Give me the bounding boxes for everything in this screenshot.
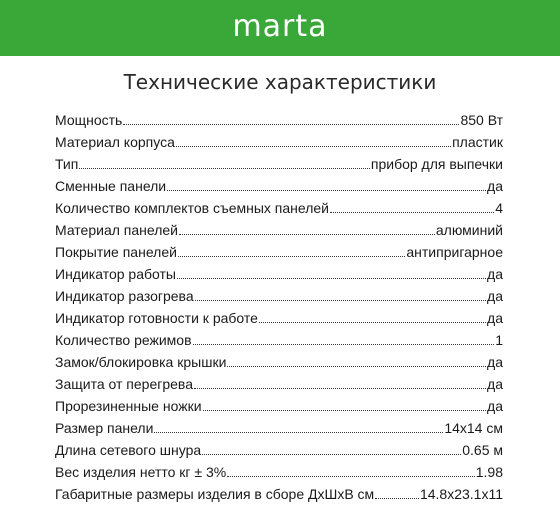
spec-value: да	[487, 354, 503, 370]
spec-name: Покрытие панелей	[55, 244, 177, 260]
page-title: Технические характеристики	[123, 70, 437, 94]
spec-row	[55, 417, 503, 439]
spec-value: алюминий	[435, 222, 503, 238]
spec-name: Вес изделия нетто кг ± 3%	[55, 464, 227, 480]
spec-name: Индикатор разогрева	[55, 288, 194, 304]
dot-leader	[193, 344, 495, 345]
spec-row	[55, 263, 503, 285]
spec-row	[55, 461, 503, 483]
dot-leader	[330, 212, 494, 213]
dot-leader	[259, 322, 486, 323]
dot-leader	[227, 476, 475, 477]
spec-name: Габаритные размеры изделия в сборе ДхШхВ см	[55, 486, 375, 502]
spec-name: Количество режимов	[55, 332, 192, 348]
spec-name: Защита от перегрева	[55, 376, 193, 392]
spec-value: пластик	[452, 134, 503, 150]
spec-row	[55, 109, 503, 131]
spec-value: прибор для выпечки	[370, 156, 503, 172]
spec-name: Материал корпуса	[55, 134, 175, 150]
spec-value: 14х14 см	[444, 420, 503, 436]
spec-row	[55, 285, 503, 307]
dot-leader	[195, 300, 486, 301]
dot-leader	[177, 278, 486, 279]
spec-name: Прорезиненные ножки	[55, 398, 202, 414]
dot-leader	[167, 190, 486, 191]
spec-name: Замок/блокировка крышки	[55, 354, 227, 370]
brand-header	[0, 0, 560, 56]
spec-value: да	[487, 310, 503, 326]
spec-value: да	[487, 376, 503, 392]
spec-list	[55, 109, 503, 505]
dot-leader	[123, 124, 459, 125]
spec-name: Размер панели	[55, 420, 154, 436]
dot-leader	[176, 146, 451, 147]
dot-leader	[227, 366, 486, 367]
spec-value: да	[487, 266, 503, 282]
spec-name: Индикатор готовности к работе	[55, 310, 258, 326]
spec-row	[55, 153, 503, 175]
spec-name: Длина сетевого шнура	[55, 442, 202, 458]
spec-row	[55, 131, 503, 153]
spec-value: 4	[495, 200, 503, 216]
spec-name: Материал панелей	[55, 222, 178, 238]
dot-leader	[194, 388, 486, 389]
spec-row	[55, 197, 503, 219]
dot-leader	[178, 256, 405, 257]
spec-value: 1.98	[475, 464, 503, 480]
spec-value: да	[487, 288, 503, 304]
spec-value: 1	[495, 332, 503, 348]
spec-value: антипригарное	[406, 244, 503, 260]
spec-row	[55, 351, 503, 373]
dot-leader	[154, 432, 443, 433]
spec-row	[55, 483, 503, 505]
spec-row	[55, 219, 503, 241]
spec-row	[55, 175, 503, 197]
spec-value: да	[487, 178, 503, 194]
dot-leader	[79, 168, 370, 169]
spec-row	[55, 395, 503, 417]
spec-row	[55, 241, 503, 263]
brand-logo: marta	[232, 9, 328, 44]
dot-leader	[202, 454, 461, 455]
spec-name: Тип	[55, 156, 79, 172]
spec-value: да	[487, 398, 503, 414]
spec-name: Мощность	[55, 112, 123, 128]
spec-value: 850 Вт	[460, 112, 503, 128]
dot-leader	[203, 410, 487, 411]
dot-leader	[179, 234, 435, 235]
spec-value: 14.8х23.1х11	[419, 486, 503, 502]
dot-leader	[375, 498, 419, 499]
spec-row	[55, 373, 503, 395]
spec-value: 0.65 м	[462, 442, 503, 458]
spec-name: Сменные панели	[55, 178, 167, 194]
spec-row	[55, 329, 503, 351]
spec-name: Индикатор работы	[55, 266, 176, 282]
spec-row	[55, 439, 503, 461]
spec-row	[55, 307, 503, 329]
spec-name: Количество комплектов съемных панелей	[55, 200, 329, 216]
